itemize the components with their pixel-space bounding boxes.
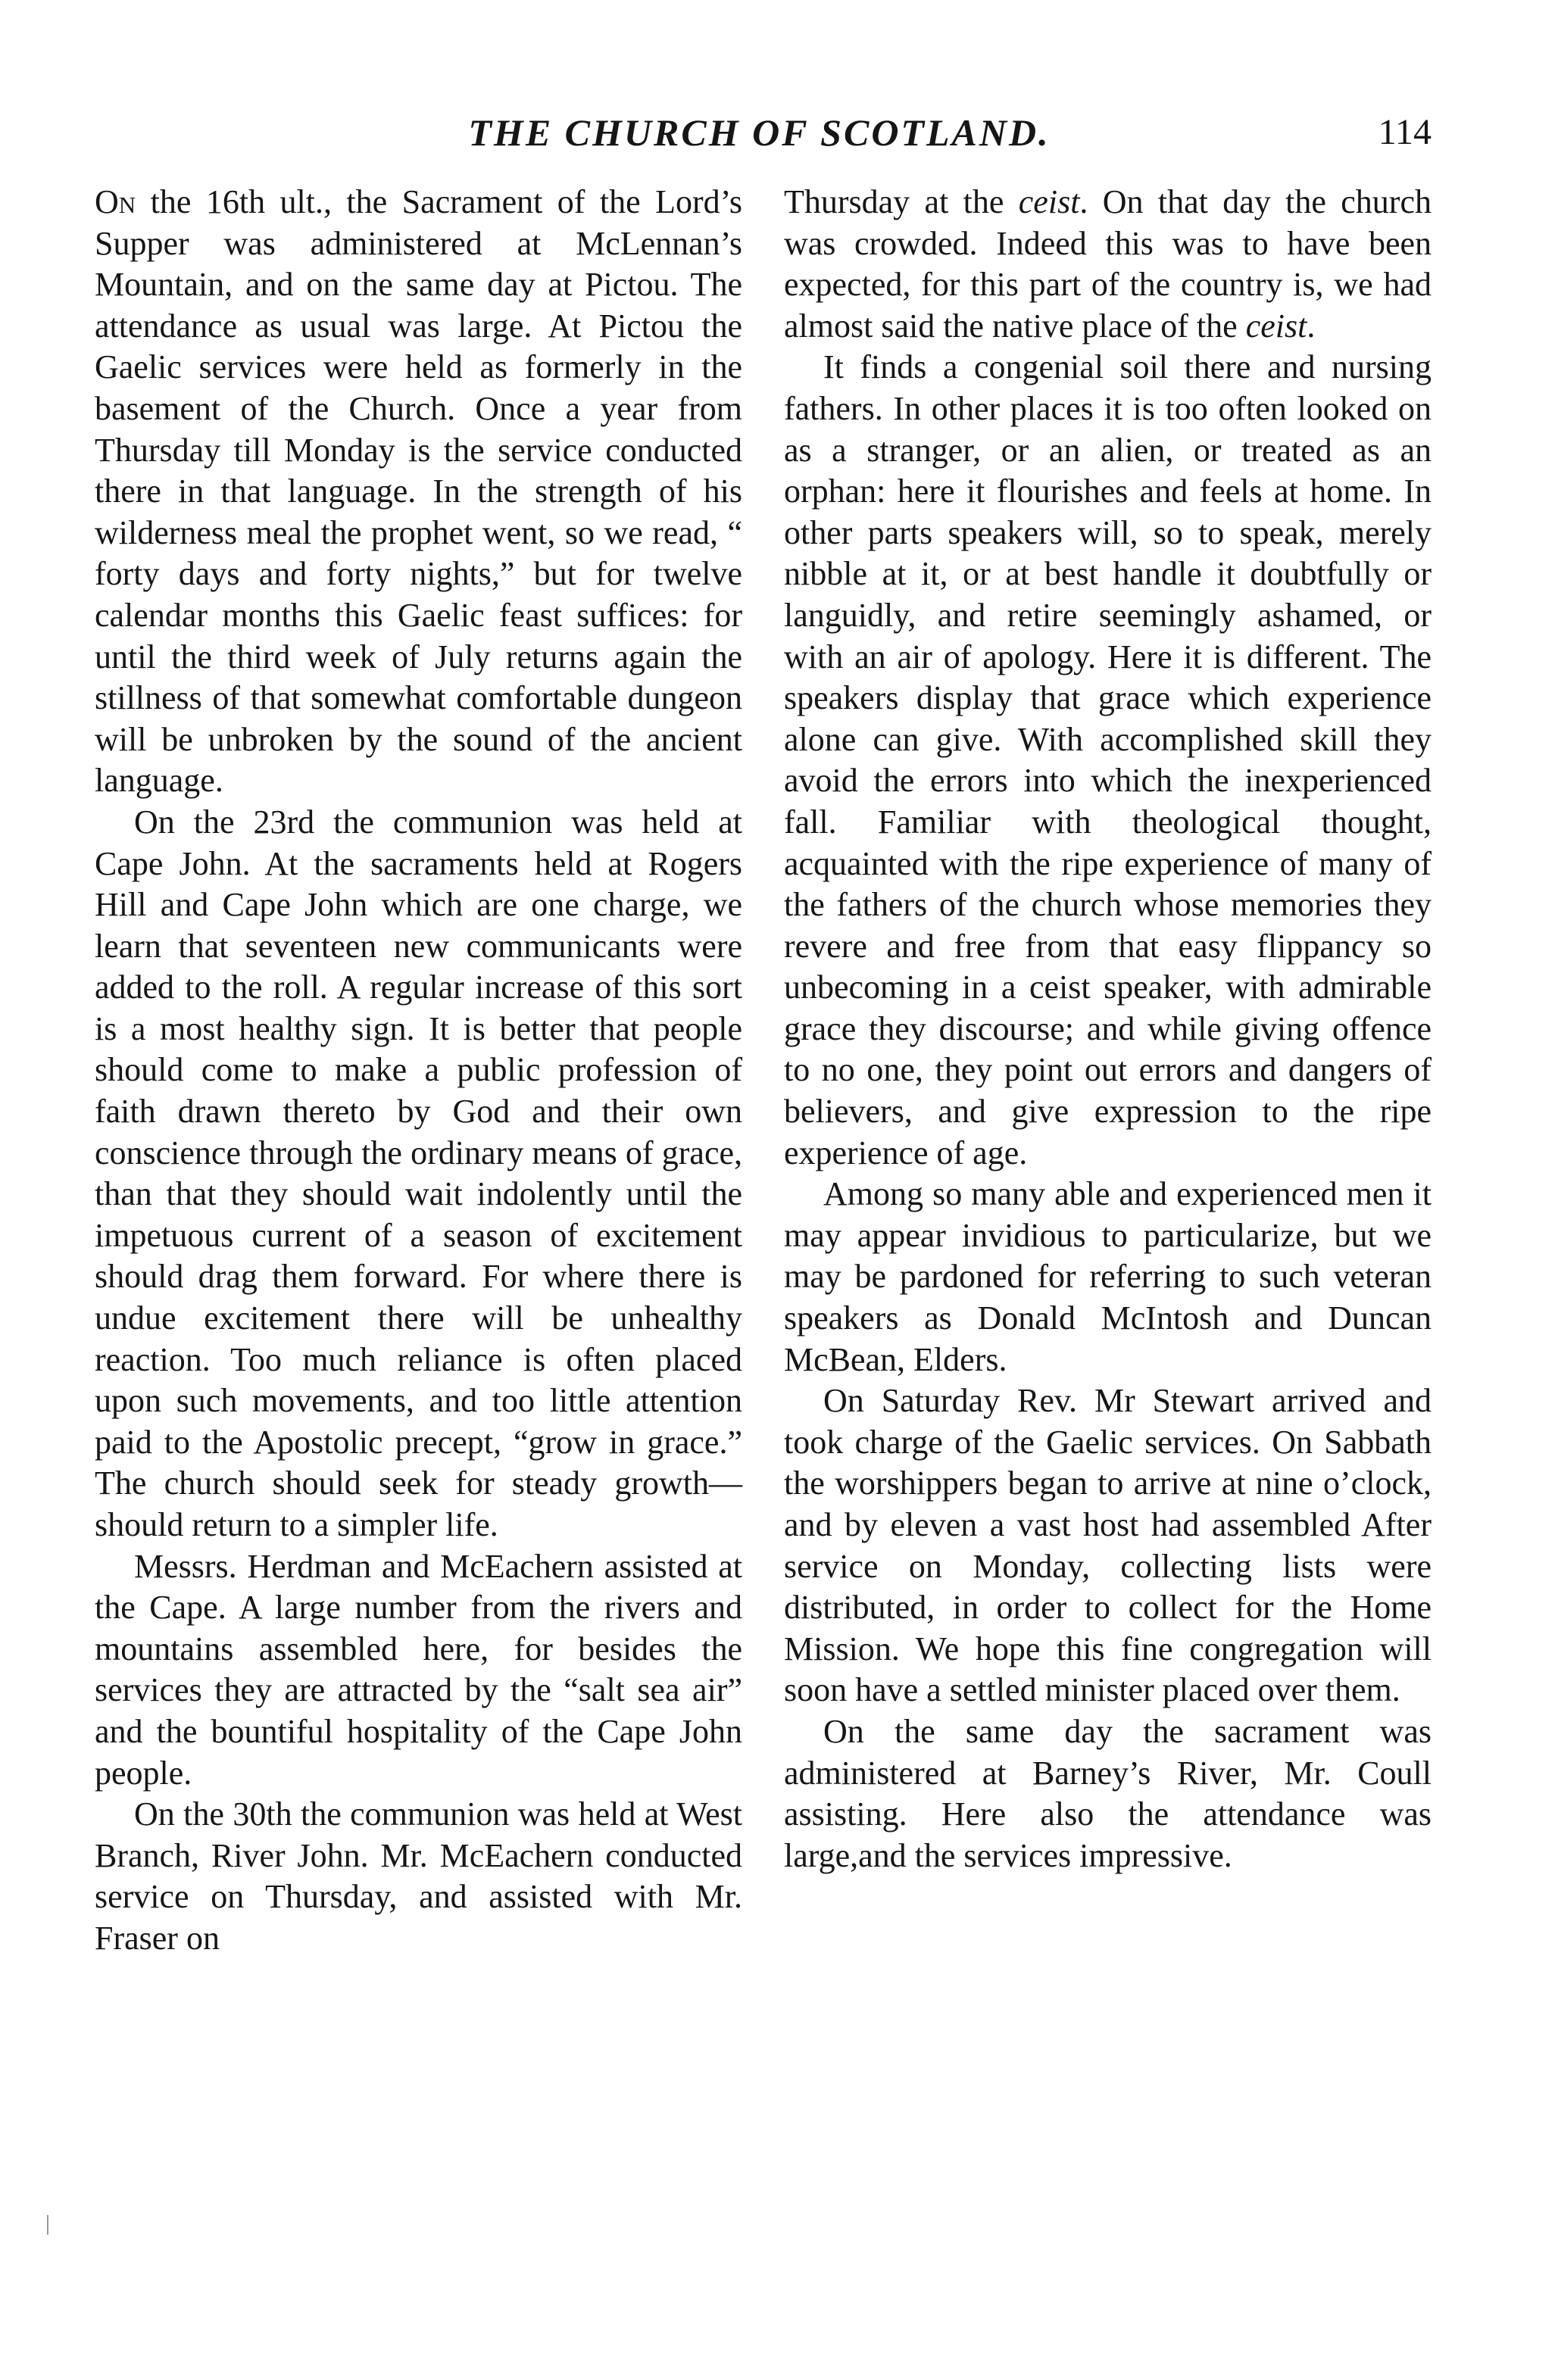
paragraph-sacrament-pictou (95, 182, 742, 802)
paragraph-barneys-river: On the same day the sacrament was administered at Barney’s River, Mr. Coull assisting. Here also the attendance was large,and the services impressive. (784, 1712, 1432, 1874)
text-segment: . On that day the church was crowded. Indeed this was to have been expected, for this part of the country is, we had almost said the native place of the (784, 183, 1432, 345)
paragraph-congenial-soil: It finds a congenial soil there and nursing fathers. In other places it is too often looked on as a stranger, or an alien, or treated as an orphan: here it flourishes and feels at home. In other parts speakers will, so to speak, merely nibble at it, or at best handle it doubtfully or languidly, and retire seemingly ashamed, or with an air of apology. Here it is different. The speakers display that grace which experience alone can give. With accomplished skill they avoid the errors into which the inexperienced fall. Familiar with theological thought, acquainted with the ripe experience of many of the fathers of the church whose memories they revere and free from that easy flippancy so unbecoming in a ceist speaker, with admirable grace they discourse; and while giving offence to no one, they point out errors and dangers of believers, and give expression to the ripe experience of age. (784, 348, 1432, 1171)
italic-term: ceist (1018, 183, 1080, 220)
running-title: THE CHURCH OF SCOTLAND. (468, 111, 1051, 154)
paragraph-herdman-mceachern: Messrs. Herdman and McEachern assisted at the Cape. A large number from the rivers and mountains assembled here, for besides the services they are attracted by the “salt sea air” and the bountiful hospitality of the Cape John people. (95, 1547, 742, 1792)
running-head (87, 106, 1432, 159)
left-column (95, 182, 742, 1960)
text-segment: Thursday at the (784, 183, 1019, 220)
paragraph-ceist-thursday (784, 182, 1432, 347)
italic-term: ceist (1245, 307, 1307, 345)
margin-mark (47, 2215, 48, 2235)
paragraph-text: the 16th ult., the Sacrament of the Lord’s Supper was administered at McLennan’s Mountain, and on the same day at Pictou. The attendance as usual was large. At Pictou the Gaelic services were held as formerly in the basement of the Church. Once a year from Thursday till Monday is the service conducted there in that language. In the strength of his wilderness meal the prophet went, so we read, “ forty days and forty nights,” but for twelve calendar months this Gaelic feast suffices: for until the third week of July returns again the stillness of that somewhat comfortable dungeon will be unbroken by the sound of the ancient language. (95, 183, 742, 800)
paragraph-veteran-speakers: Among so many able and experienced men it may appear invidious to particularize, but we may be pardoned for referring to such veteran speakers as Donald McIntosh and Duncan McBean, Elders. (784, 1175, 1432, 1378)
paragraph-cape-john: On the 23rd the communion was held at Cape John. At the sacraments held at Rogers Hill and Cape John which are one charge, we learn that seventeen new communicants were added to the roll. A regular increase of this sort is a most healthy sign. It is better that people should come to make a public profession of faith drawn thereto by God and their own conscience through the ordinary means of grace, than that they should wait indolently until the impetuous current of a season of excitement should drag them forward. For where there is undue excitement there will be unhealthy reaction. Too much reliance is often placed upon such movements, and too little attention paid to the Apostolic precept, “grow in grace.” The church should seek for steady growth—should return to a simpler life. (95, 803, 742, 1543)
paragraph-west-branch: On the 30th the communion was held at West Branch, River John. Mr. McEachern conducted service on Thursday, and assisted with Mr. Fraser on (95, 1795, 742, 1957)
right-column (784, 182, 1432, 1876)
drop-lead-word: On (95, 183, 136, 220)
page-number: 114 (1378, 112, 1432, 152)
paragraph-saturday-stewart: On Saturday Rev. Mr Stewart arrived and took charge of the Gaelic services. On Sabbath the worshippers began to arrive at nine o’clock, and by eleven a vast host had assembled After service on Monday, collecting lists were distributed, in order to collect for the Home Mission. We hope this fine congregation will soon have a settled minister placed over them. (784, 1382, 1432, 1709)
text-segment: . (1307, 307, 1316, 345)
